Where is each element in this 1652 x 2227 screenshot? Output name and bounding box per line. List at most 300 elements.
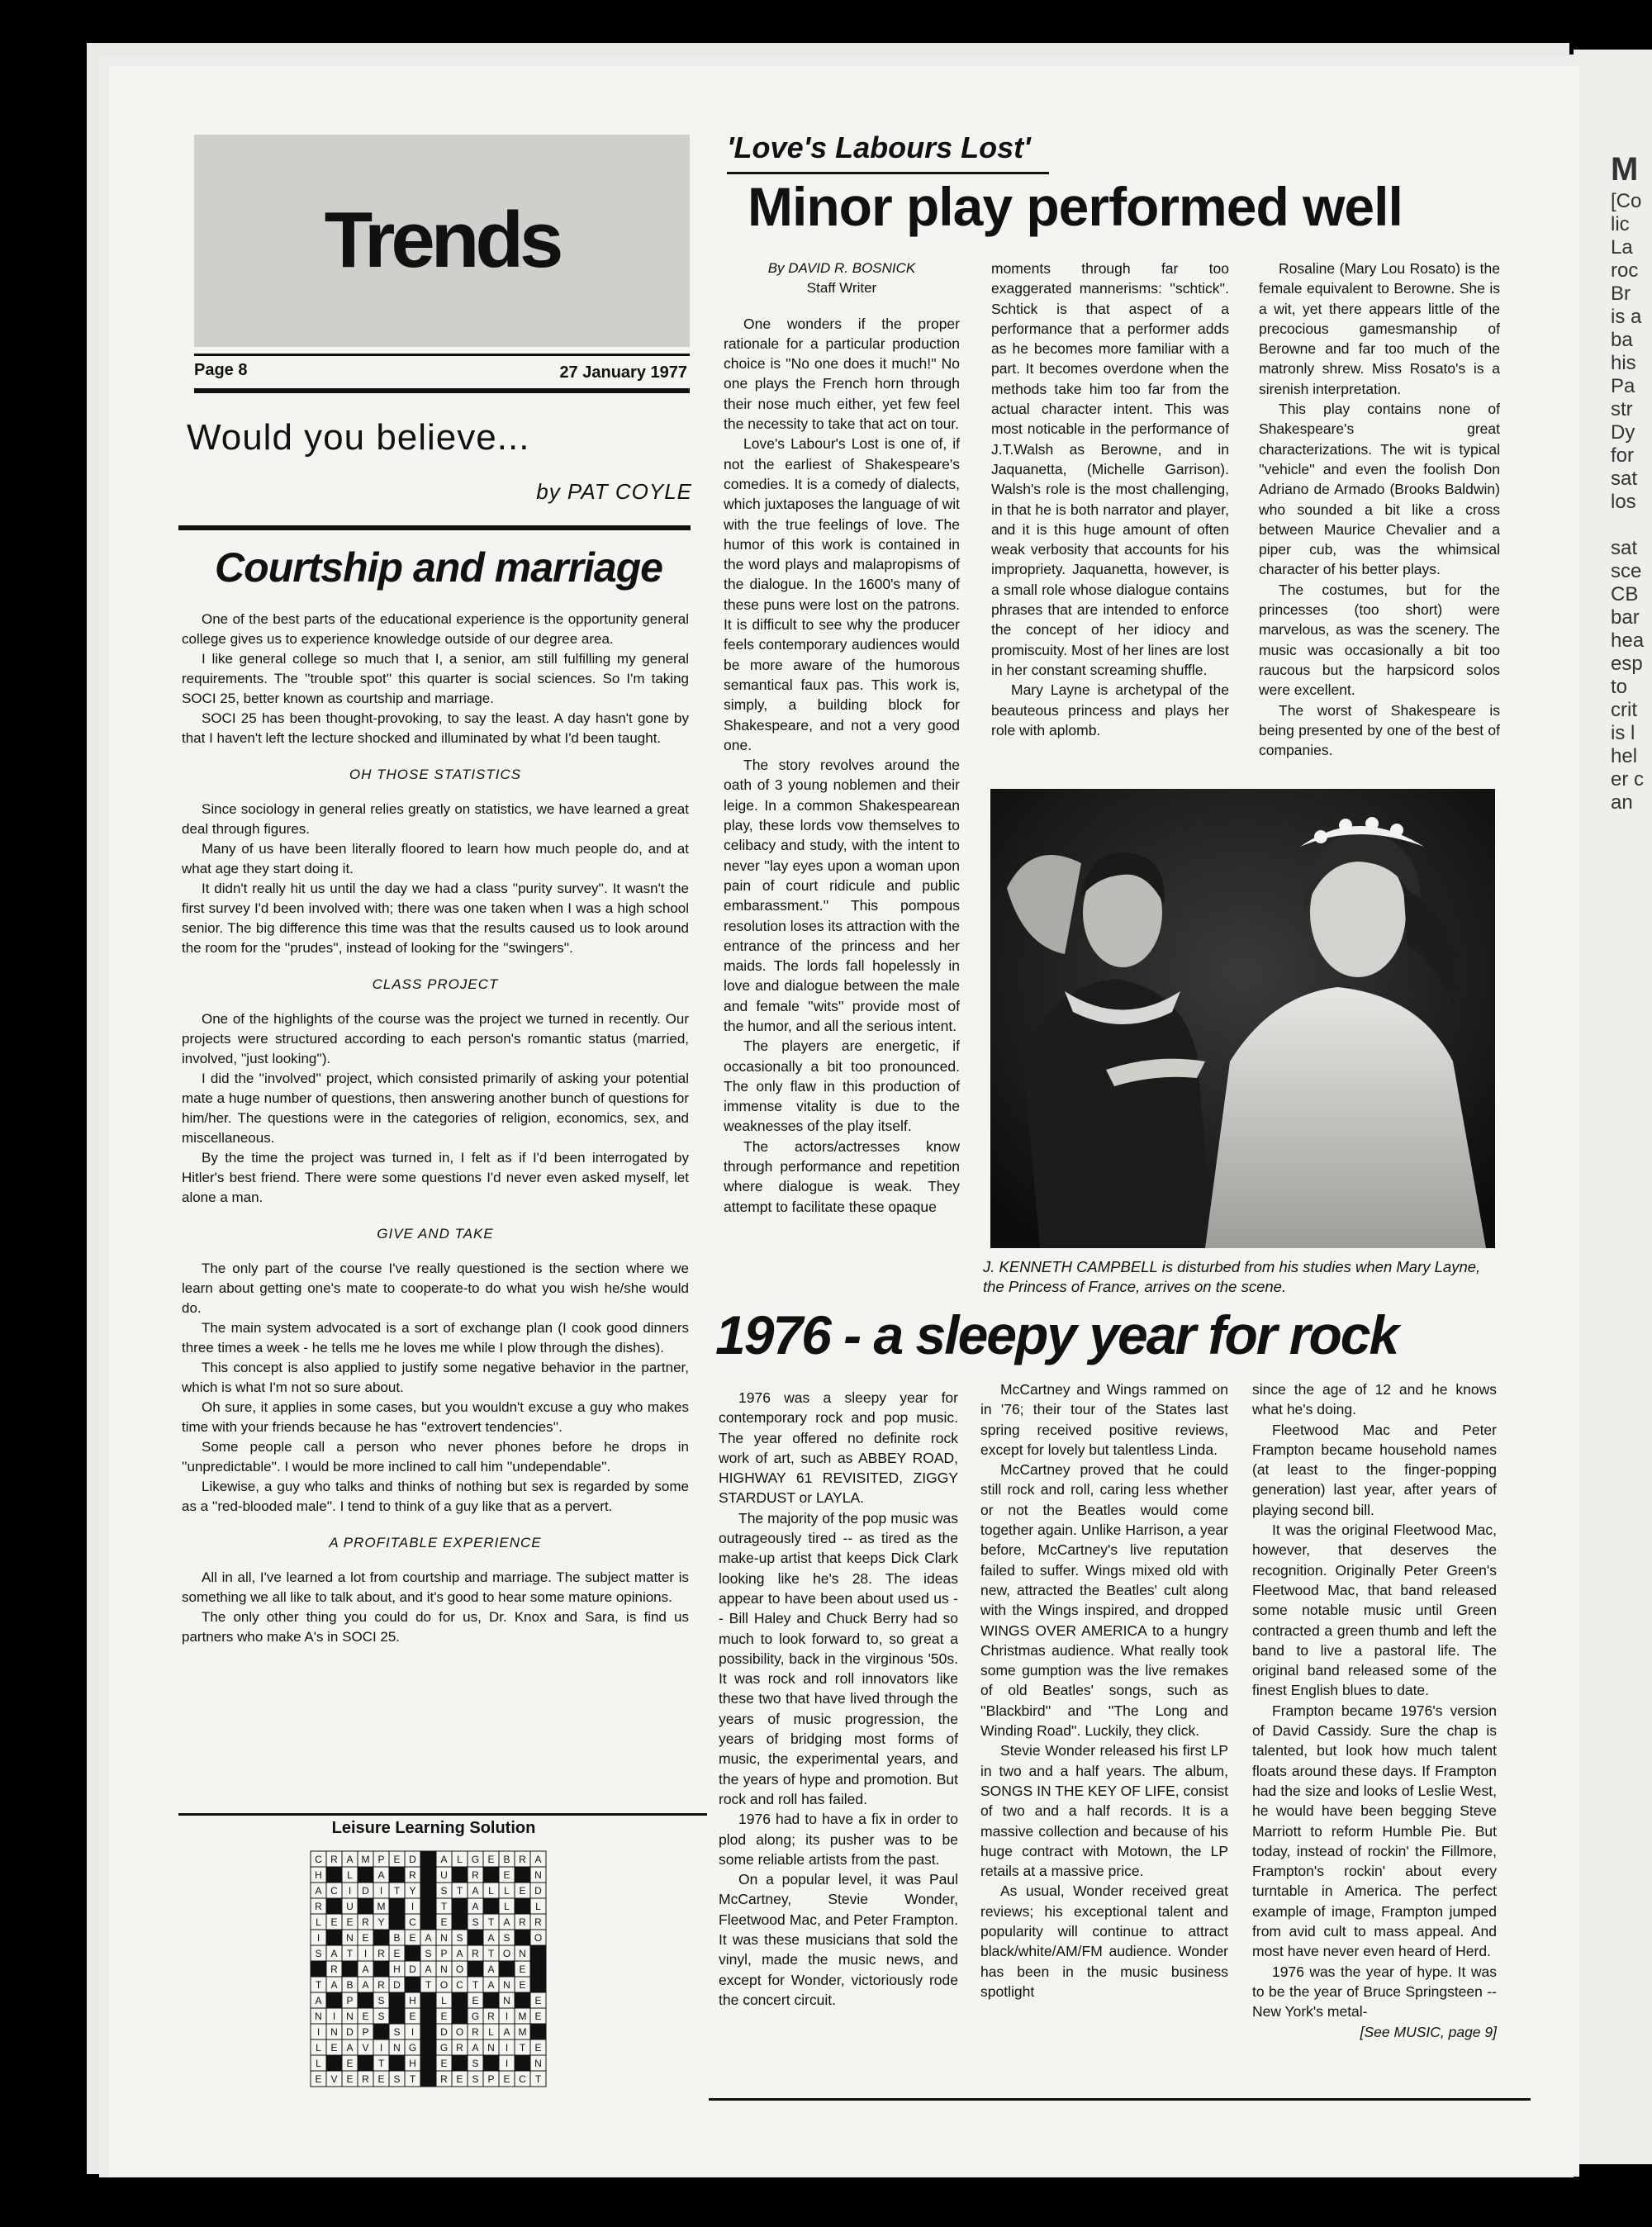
crossword-letter: S	[425, 1948, 432, 1959]
crossword-black-cell	[515, 1992, 530, 2008]
photo-caption: J. KENNETH CAMPBELL is disturbed from his studies when Mary Layne, the Princess of France, arrives on the scene.	[983, 1258, 1481, 1295]
paragraph: Likewise, a guy who talks and thinks of nothing but sex is regarded by some as a ''red-blooded male''. I tend to think of a guy like that as a pervert.	[182, 1479, 689, 1514]
crossword-letter: E	[409, 2011, 416, 2022]
crossword-black-cell	[452, 1992, 468, 2008]
crossword-letter: S	[393, 2026, 401, 2038]
crossword-letter: T	[393, 1885, 401, 1897]
crossword-letter: B	[503, 1854, 510, 1865]
crossword-letter: U	[440, 1869, 448, 1881]
crossword-letter: R	[519, 1916, 526, 1928]
paragraph: moments through far too exaggerated mannerisms: ''schtick''. Schtick is that aspect of a performance that a performer adds as he becomes more familiar with a part. It becomes overdone when the methods take him too far from the actual character intent. This was most noticable in the performance of J.T.Walsh as Berowne, and in Jaquanetta, (Michelle Garrison). Walsh's role is the most challenging, in that he is both narrator and player, and it is this huge amount of often weak verbosity that accounts for his impropriety. Jaquanetta, however, is a small role whose dialogue contains phrases that are intended to enforce the concept of her idiocy and promiscuity. Most of her lines are lost in her constant screaming shuffle.	[991, 260, 1229, 678]
crossword-black-cell	[373, 1930, 389, 1945]
courtship-paras-a	[182, 610, 689, 748]
adjacent-page-fragment: Dy	[1611, 421, 1635, 444]
adjacent-page-fragment: los	[1611, 491, 1636, 513]
crossword-letter: M	[518, 2011, 527, 2022]
crossword-letter: E	[393, 1854, 401, 1865]
adjacent-page-fragment: lic	[1611, 213, 1630, 235]
crossword-letter: N	[534, 2058, 542, 2069]
crossword-letter: L	[316, 2042, 321, 2054]
crossword-letter: M	[377, 1901, 386, 1912]
crossword-letter: A	[315, 1995, 322, 2006]
paragraph: Love's Labour's Lost is one of, if not the earliest of Shakespeare's comedies. It is a comedy of dialects, which juxtaposes the language of wit with the true feelings of love. The humor of this work is contained in the word plays and malapropisms of the dialogue. In the 1600's many of these puns were lost on the patrons. It is difficult to see why the producer feels contemporary audiences would be more aware of the humorous semantical faux pas. This work is, simply, a building block for Shakespeare, and not a very good one.	[724, 435, 960, 753]
crossword-letter: E	[519, 1963, 526, 1975]
crossword-black-cell	[405, 1977, 420, 1992]
crossword-black-cell	[342, 1961, 358, 1977]
review-column-3	[1259, 259, 1500, 760]
crossword-letter: G	[408, 2042, 417, 2054]
crossword-letter: R	[487, 2011, 495, 2022]
adjacent-page-fragment: is l	[1611, 722, 1635, 744]
continued-note: [See MUSIC, page 9]	[1360, 2023, 1497, 2040]
crossword-letter: H	[315, 1869, 322, 1881]
crossword-letter: L	[504, 1885, 510, 1897]
crossword-letter: T	[377, 2058, 385, 2069]
paragraph: The players are energetic, if occasionally a bit too pronounced. The only flaw in this production of immense vitality is due to the weaknesses of the play itself.	[724, 1038, 960, 1135]
crossword-letter: H	[409, 1995, 416, 2006]
crossword-letter: D	[393, 1979, 401, 1991]
crossword-black-cell	[389, 1992, 405, 2008]
crossword-black-cell	[389, 1898, 405, 1914]
paragraph: I like general college so much that I, a senior, am still fulfilling my general requirements. The ''trouble spot'' this quarter is social sciences. So I'm taking SOCI 25, better known as courtship and marriage.	[182, 651, 689, 706]
subhead-profitable: A PROFITABLE EXPERIENCE	[329, 1535, 542, 1550]
crossword-letter: O	[502, 1948, 511, 1959]
paragraph: McCartney and Wings rammed on in '76; their tour of the States last spring received positive reviews, except for lovely but talentless Linda.	[980, 1381, 1228, 1458]
crossword-black-cell	[373, 1961, 389, 1977]
crossword-letter: E	[503, 1869, 510, 1881]
paragraph: The story revolves around the oath of 3 young noblemen and their leige. In a common Shakespearean play, these lords vow themselves to celibacy and study, with the intent to never ''lay eyes upon a woman upon pain of court ridicule and public embarassment.'' This pompous resolution loses its attraction with the entrance of the princess and her maids. The lords fall hopelessly in love and dialogue between the male and female ''wits'' provide most of the humor, and all the serious intent.	[724, 757, 960, 1034]
crossword-letter: S	[472, 2073, 479, 2085]
paragraph: It didn't really hit us until the day we had a class ''purity survey''. It wasn't the first survey I'd been involved with; there was one taken when I was a high school senior. The big difference this time was that the results caused us to look around the room for the ''prudes'', instead of looking for the ''swingers''.	[182, 881, 689, 956]
crossword-letter: M	[361, 1854, 370, 1865]
adjacent-page-fragment: roc	[1611, 259, 1639, 282]
paragraph: SOCI 25 has been thought-provoking, to say the least. A day hasn't gone by that I haven't left the lecture shocked and illuminated by what I'd been taught.	[182, 710, 689, 746]
crossword-black-cell	[530, 2024, 546, 2039]
crossword-letter: T	[456, 1885, 463, 1897]
crossword-black-cell	[420, 1867, 436, 1883]
adjacent-page-fragment: esp	[1611, 653, 1643, 675]
adjacent-page-fragment: sat	[1611, 468, 1638, 490]
paragraph: Mary Layne is archetypal of the beauteous princess and plays her role with aplomb.	[991, 681, 1229, 738]
crossword-letter: A	[346, 1854, 354, 1865]
crossword-letter: C	[315, 1854, 322, 1865]
crossword-black-cell	[420, 1898, 436, 1914]
crossword-black-cell	[530, 1961, 546, 1977]
paragraph: As usual, Wonder received great reviews; his exceptional talent and popularity will continue to attract black/white/AM/FM audience. Wonder has been in the music business spotlight	[980, 1883, 1228, 2000]
crossword-letter: P	[440, 1948, 448, 1959]
crossword-letter: E	[315, 2073, 322, 2085]
courtship-paras-e	[182, 1568, 689, 1647]
crossword-letter: R	[377, 1979, 385, 1991]
crossword-letter: R	[362, 2073, 369, 2085]
crossword-letter: I	[348, 1885, 352, 1897]
crossword-letter: R	[330, 1963, 338, 1975]
rock-column-3	[1252, 1379, 1497, 2042]
crossword-letter: S	[377, 1995, 385, 2006]
crossword-black-cell	[358, 1898, 373, 1914]
crossword-letter: E	[346, 2058, 354, 2069]
crossword-letter: T	[440, 1901, 448, 1912]
crossword-black-cell	[405, 1945, 420, 1961]
crossword-letter: D	[346, 2026, 354, 2038]
crossword-letter: I	[379, 1885, 383, 1897]
bottom-rule	[709, 2098, 1531, 2101]
crossword-solution-grid	[310, 1850, 549, 2094]
crossword-letter: R	[534, 1916, 542, 1928]
crossword-letter: A	[377, 1869, 385, 1881]
adjacent-page-fragment: for	[1611, 444, 1635, 467]
crossword-letter: A	[472, 1885, 479, 1897]
crossword-letter: D	[440, 2026, 448, 2038]
crossword-letter: S	[472, 2058, 479, 2069]
courtship-paras-c	[182, 1009, 689, 1208]
crossword-letter: E	[346, 2073, 354, 2085]
adjacent-page-fragment: La	[1611, 236, 1633, 259]
crossword-black-cell	[420, 2071, 436, 2087]
crossword-letter: N	[393, 2042, 401, 2054]
paragraph: Many of us have been literally floored to learn how much people do, and at what age they start doing it.	[182, 841, 689, 876]
crossword-letter: N	[440, 1932, 448, 1944]
crossword-letter: D	[362, 1885, 369, 1897]
paragraph: 1976 was the year of hype. It was to be the year of Bruce Springsteen -- New York's metal-	[1252, 1963, 1497, 2020]
paragraph: McCartney proved that he could still rock and roll, caring less whether or not the Beatles would come together again. Unlike Harrison, a year before, McCartney's live reputation failed to suffer. Wings mixed old with new, attracted the Beatles' cult along with the Wings inspired, and dropped WINGS OVER AMERICA to a hungry Christmas audience. What really took some gumption was the live remakes of old Beatles' songs, such as ''Blackbird'' and ''The Long and Winding Road''. Luckily, they click.	[980, 1461, 1228, 1740]
crossword-letter: N	[330, 2026, 338, 2038]
crossword-letter: E	[393, 1948, 401, 1959]
subhead-give-and-take: GIVE AND TAKE	[377, 1226, 494, 1242]
crossword-letter: A	[487, 1979, 495, 1991]
crossword-letter: E	[456, 2073, 463, 2085]
crossword-letter: I	[505, 2011, 509, 2022]
crossword-letter: I	[411, 1901, 415, 1912]
issue-date: 27 January 1977	[559, 363, 687, 382]
adjacent-page-fragment: M	[1611, 151, 1639, 188]
crossword-letter: E	[409, 1932, 416, 1944]
adjacent-page-fragment: ba	[1611, 329, 1633, 351]
crossword-black-cell	[468, 1961, 483, 1977]
paragraph: 1976 had to have a fix in order to plod along; its pusher was to be some reliable artists from the past.	[719, 1811, 958, 1868]
crossword-letter: I	[316, 1932, 320, 1944]
crossword-black-cell	[468, 1930, 483, 1945]
crossword-letter: S	[456, 1932, 463, 1944]
crossword-black-cell	[452, 1867, 468, 1883]
crossword-black-cell	[326, 1898, 342, 1914]
crossword-letter: E	[503, 2073, 510, 2085]
courtship-headline: Courtship and marriage	[215, 544, 662, 591]
crossword-letter: O	[534, 1932, 543, 1944]
crossword-black-cell	[452, 2055, 468, 2071]
crossword-black-cell	[358, 1867, 373, 1883]
crossword-letter: V	[362, 2042, 369, 2054]
crossword-black-cell	[326, 1992, 342, 2008]
crossword-letter: R	[472, 1869, 479, 1881]
adjacent-page-fragment: to	[1611, 676, 1628, 698]
crossword-letter: R	[440, 2073, 448, 2085]
crossword-black-cell	[483, 1898, 499, 1914]
paragraph: One of the best parts of the educational experience is the opportunity general college gives us to experience knowledge outside of our degree area.	[182, 611, 689, 647]
crossword-letter: S	[503, 1932, 510, 1944]
crossword-letter: N	[503, 1979, 510, 1991]
crossword-letter: Y	[409, 1885, 416, 1897]
crossword-letter: I	[363, 1948, 368, 1959]
crossword-letter: A	[362, 1963, 369, 1975]
page-number: Page 8	[194, 361, 248, 379]
crossword-letter: E	[440, 1916, 448, 1928]
crossword-letter: E	[534, 1995, 542, 2006]
crossword-letter: A	[330, 1979, 338, 1991]
section-title: Trends	[324, 196, 560, 284]
crossword-letter: N	[503, 1995, 510, 2006]
review-kicker: 'Love's Labours Lost'	[727, 131, 1031, 164]
crossword-letter: A	[534, 1854, 542, 1865]
crossword-letter: A	[346, 2042, 354, 2054]
adjacent-page-fragment: hea	[1611, 629, 1645, 652]
paragraph: since the age of 12 and he knows what he's doing.	[1252, 1381, 1497, 1418]
puzzle-title: Leisure Learning Solution	[331, 1819, 536, 1837]
crossword-letter: N	[440, 1963, 448, 1975]
paragraph: Stevie Wonder released his first LP in two and a half years. The album, SONGS IN THE KEY OF LIFE, consist of two and a half records. It is a massive collection and because of his huge contract with Motown, the LP retails at a massive price.	[980, 1742, 1228, 1880]
column-title: Would you believe...	[187, 417, 530, 458]
crossword-letter: L	[535, 1901, 541, 1912]
crossword-letter: T	[409, 2073, 416, 2085]
kicker-rule	[727, 172, 1049, 174]
crossword-black-cell	[515, 1930, 530, 1945]
paragraph: The main system advocated is a sort of exchange plan (I cook good dinners three times a week - he tells me he loves me while I plow through the dishes).	[182, 1320, 689, 1356]
paragraph: Oh sure, it applies in some cases, but you wouldn't excuse a guy who makes time with your friends because he has ''extrovert tendencies''.	[182, 1399, 689, 1435]
crossword-black-cell	[389, 1867, 405, 1883]
paragraph: The worst of Shakespeare is being presented by one of the best of companies.	[1259, 701, 1500, 759]
crossword-black-cell	[515, 1898, 530, 1914]
paragraph: One wonders if the proper rationale for a particular production choice is ''No one does it much!'' No one plays the French horn through their nose much either, yet few feel the necessity to take that act on tour.	[724, 315, 960, 433]
crossword-letter: L	[316, 2058, 321, 2069]
crossword-letter: I	[411, 2026, 415, 2038]
crossword-letter: T	[472, 1979, 479, 1991]
crossword-letter: A	[472, 1901, 479, 1912]
crossword-letter: E	[330, 2042, 338, 2054]
paragraph: Frampton became 1976's version of David Cassidy. Sure the chap is talented, but look how much talent floats around these days. If Frampton had the size and looks of Leslie West, he would have been begging Steve Marriott to reform Humble Pie. But today, instead of rockin' the Fillmore, Frampton's rockin' about every turntable in America. The perfect example of image, Frampton jumped from avid cult to mass appeal. And most have never even heard of Herd.	[1252, 1702, 1497, 1960]
paragraph: Rosaline (Mary Lou Rosato) is the female equivalent to Berowne. She is a wit, yet there appears little of the precocious gamesmanship of Berowne and far too much of the matronly shrew. Miss Rosato's is a sirenish interpretation.	[1259, 260, 1500, 397]
crossword-letter: D	[409, 1963, 416, 1975]
paragraph: I did the ''involved'' project, which consisted primarily of asking your potential mate a huge number of questions, then answering another bunch of questions for him/her. The questions were in the categories of religion, economics, sex, and miscellaneous.	[182, 1071, 689, 1146]
paragraph: The actors/actresses know through performance and repetition where dialogue is weak. They attempt to facilitate these opaque	[724, 1137, 960, 1215]
crossword-letter: D	[534, 1885, 542, 1897]
crossword-black-cell	[389, 2055, 405, 2071]
crossword-letter: P	[377, 1854, 385, 1865]
subhead-class-project: CLASS PROJECT	[372, 976, 499, 992]
paragraph: The majority of the pop music was outrageously tired -- as tired as the make-up artist that keeps Dick Clark looking like he's 28. The ideas appear to have been about used us -- Bill Haley and Chuck Berry had so much to look forward to, so great a possibility, back in the virginous '50s. It was rock and roll innovators like these two that have lived through the years of music progression, the years of bridging most forms of music, the experimental years, and the years of hype and promotion. But rock and roll has failed.	[719, 1509, 958, 1807]
adjacent-page-fragment: an	[1611, 791, 1633, 814]
crossword-black-cell	[326, 1867, 342, 1883]
crossword-black-cell	[389, 2008, 405, 2024]
adjacent-page-fragment: Pa	[1611, 375, 1635, 397]
crossword-letter: N	[346, 1932, 354, 1944]
crossword-black-cell	[452, 1898, 468, 1914]
crossword-black-cell	[452, 2008, 468, 2024]
crossword-letter: L	[504, 1901, 510, 1912]
adjacent-page-fragment: str	[1611, 398, 1633, 420]
paragraph: This concept is also applied to justify some negative behavior in the partner, which is what I'm not so sure about.	[182, 1360, 689, 1395]
crossword-letter: A	[425, 1963, 432, 1975]
crossword-black-cell	[420, 1914, 436, 1930]
crossword-letter: U	[346, 1901, 354, 1912]
crossword-black-cell	[420, 1851, 436, 1867]
crossword-letter: G	[439, 2042, 449, 2054]
adjacent-page-fragment: er c	[1611, 768, 1645, 791]
rock-column-1	[719, 1388, 958, 2010]
crossword-letter: L	[488, 2026, 494, 2038]
crossword-letter: L	[441, 1995, 447, 2006]
crossword-black-cell	[389, 1914, 405, 1930]
crossword-letter: C	[330, 1885, 338, 1897]
crossword-letter: N	[487, 2042, 495, 2054]
crossword-letter: O	[455, 2026, 464, 2038]
crossword-letter: A	[472, 2042, 479, 2054]
crossword-letter: A	[330, 1948, 338, 1959]
crossword-letter: B	[346, 1979, 354, 1991]
paragraph: By the time the project was turned in, I felt as if I'd been interrogated by Hitler's best friend. There were some questions I'd never even asked myself, let alone a man.	[182, 1150, 689, 1205]
crossword-black-cell	[326, 2055, 342, 2071]
adjacent-page-fragment: [Co	[1611, 190, 1642, 212]
crossword-letter: S	[315, 1948, 322, 1959]
byline-rule	[178, 525, 691, 530]
crossword-letter: E	[362, 1932, 369, 1944]
crossword-letter: A	[487, 1932, 495, 1944]
crossword-letter: A	[456, 1948, 463, 1959]
crossword-letter: E	[377, 2073, 385, 2085]
review-column-1	[724, 259, 960, 1217]
crossword-letter: N	[346, 2011, 354, 2022]
adjacent-page-fragment: sce	[1611, 560, 1642, 582]
courtship-article	[182, 610, 689, 1647]
crossword-letter: E	[346, 1916, 354, 1928]
crossword-letter: S	[472, 1916, 479, 1928]
paragraph: This play contains none of Shakespeare's great characterizations. The wit is typical ''vehicle'' and even the foolish Don Adriano de Armado (Brooks Baldwin) who sounded a bit like a cross between Maurice Chevalier and a piper cub, was the whimsical character of his better plays.	[1259, 401, 1500, 578]
crossword-black-cell	[311, 1961, 326, 1977]
adjacent-page-fragment: is a	[1611, 306, 1642, 328]
paragraph: The costumes, but for the princesses (too short) were marvelous, as was the scenery. The music was occasionally a bit too raucous but the harpsicord solos were excellent.	[1259, 581, 1500, 699]
crossword-letter: T	[487, 1916, 495, 1928]
crossword-letter: I	[316, 2026, 320, 2038]
crossword-letter: I	[332, 2011, 336, 2022]
crossword-letter: R	[472, 2026, 479, 2038]
crossword-letter: P	[346, 1995, 354, 2006]
paragraph: All in all, I've learned a lot from courtship and marriage. The subject matter is something we all like to talk about, and it's good to hear some mature opinions.	[182, 1569, 689, 1605]
crossword-letter: L	[488, 1885, 494, 1897]
crossword-black-cell	[499, 1961, 515, 1977]
crossword-letter: I	[505, 2058, 509, 2069]
crossword-letter: C	[519, 2073, 526, 2085]
crossword-black-cell	[530, 1977, 546, 1992]
courtship-paras-d	[182, 1259, 689, 1517]
rock-column-2	[980, 1379, 1228, 2001]
crossword-letter: T	[315, 1979, 322, 1991]
crossword-black-cell	[358, 1992, 373, 2008]
paragraph: On a popular level, it was Paul McCartney, Stevie Wonder, Fleetwood Mac, and Peter Frampton. It was these musicians that sold the vinyl, made the music news, and except for Wonder, victoriously rode the concert circuit.	[719, 1871, 958, 2008]
crossword-letter: R	[456, 2042, 463, 2054]
adjacent-page-fragment: hel	[1611, 745, 1638, 767]
courtship-paras-b	[182, 800, 689, 958]
crossword-black-cell	[420, 1883, 436, 1898]
photo-illustration	[990, 789, 1495, 1248]
crossword-letter: R	[330, 1854, 338, 1865]
paragraph: Fleetwood Mac and Peter Frampton became household names (at least to the finger-popping generation) last year, after years of playing second bill.	[1252, 1421, 1497, 1518]
crossword-letter: E	[519, 1885, 526, 1897]
crossword-letter: R	[519, 1854, 526, 1865]
play-photo	[990, 789, 1495, 1248]
crossword-letter: G	[471, 2011, 480, 2022]
crossword-black-cell	[420, 2008, 436, 2024]
crossword-letter: P	[487, 2073, 495, 2085]
crossword-letter: A	[440, 1854, 448, 1865]
crossword-letter: E	[487, 1854, 495, 1865]
crossword-black-cell	[483, 1867, 499, 1883]
adjacent-page-fragment: CB	[1611, 583, 1639, 605]
crossword-letter: N	[519, 1948, 526, 1959]
review-author-title: Staff Writer	[806, 280, 877, 297]
crossword-letter: A	[362, 1979, 369, 1991]
adjacent-page-fragment: crit	[1611, 699, 1637, 721]
crossword-letter: C	[456, 1979, 463, 1991]
crossword-letter: H	[409, 2058, 416, 2069]
crossword-letter: T	[534, 2073, 542, 2085]
adjacent-page-fragment: his	[1611, 352, 1636, 374]
crossword-letter: A	[425, 1932, 432, 1944]
crossword-letter: S	[393, 2073, 401, 2085]
crossword-letter: T	[519, 2042, 526, 2054]
crossword-letter: E	[534, 2042, 542, 2054]
adjacent-page-fragment: Br	[1611, 283, 1631, 305]
crossword-letter: A	[315, 1885, 322, 1897]
crossword-letter: N	[315, 2011, 322, 2022]
crossword-letter: G	[471, 1854, 480, 1865]
crossword-black-cell	[373, 2024, 389, 2039]
crossword-letter: L	[457, 1854, 463, 1865]
subhead-statistics: OH THOSE STATISTICS	[349, 767, 522, 782]
crossword-letter: I	[505, 2042, 509, 2054]
crossword-letter: E	[519, 1979, 526, 1991]
crossword-letter: L	[316, 1916, 321, 1928]
crossword-letter: D	[409, 1854, 416, 1865]
crossword-black-cell	[515, 1867, 530, 1883]
crossword-letter: E	[534, 2011, 542, 2022]
paragraph: The only part of the course I've really questioned is the section where we learn about getting one's mate to cooperate-to do what you wish he/she would do.	[182, 1261, 689, 1316]
crossword-black-cell	[420, 2055, 436, 2071]
crossword-letter: E	[440, 2011, 448, 2022]
crossword-letter: R	[409, 1869, 416, 1881]
rock-headline: 1976 - a sleepy year for rock	[715, 1304, 1398, 1365]
crossword-letter: T	[425, 1979, 432, 1991]
paragraph: It was the original Fleetwood Mac, however, that deserves the recognition. Originally Peter Green's Fleetwood Mac, that band released some notable music until Green contracted a green thumb and left the band to live a pastoral life. The original band released some of the finest English blues to date.	[1252, 1522, 1497, 1699]
crossword-black-cell	[452, 1914, 468, 1930]
crossword-letter: A	[503, 1916, 510, 1928]
crossword-letter: E	[362, 2011, 369, 2022]
crossword-black-cell	[358, 2055, 373, 2071]
paragraph: One of the highlights of the course was the project we turned in recently. Our projects were structured according to each person's romantic status (married, involved, ''just looking'').	[182, 1011, 689, 1066]
crossword-black-cell	[530, 1945, 546, 1961]
column-byline: by PAT COYLE	[536, 479, 692, 504]
crossword-letter: R	[362, 1916, 369, 1928]
crossword-letter: E	[472, 1995, 479, 2006]
crossword-letter: T	[487, 1948, 495, 1959]
crossword-letter: A	[487, 1963, 495, 1975]
paragraph: Since sociology in general relies greatly on statistics, we have learned a great deal through figures.	[182, 801, 689, 837]
crossword-letter: C	[409, 1916, 416, 1928]
crossword-black-cell	[420, 1992, 436, 2008]
crossword-black-cell	[515, 2055, 530, 2071]
crossword-letter: P	[362, 2026, 369, 2038]
crossword-letter: A	[503, 2026, 510, 2038]
crossword-letter: S	[377, 2011, 385, 2022]
crossword-black-cell	[326, 1930, 342, 1945]
